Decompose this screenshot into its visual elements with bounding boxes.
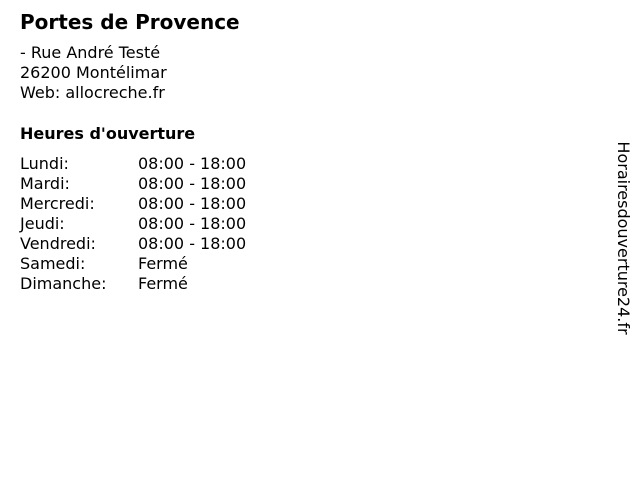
- site-watermark: Horairesdouverture24.fr: [614, 141, 633, 335]
- day-label: Dimanche:: [20, 274, 107, 293]
- day-hours: 08:00 - 18:00: [138, 174, 247, 193]
- hours-row-tuesday: [20, 174, 246, 194]
- day-label: Mercredi:: [20, 194, 95, 213]
- day-hours: 08:00 - 18:00: [138, 214, 247, 233]
- day-hours: 08:00 - 18:00: [138, 154, 247, 173]
- opening-hours-list: [20, 154, 246, 294]
- business-name: Portes de Provence: [20, 10, 240, 34]
- hours-row-thursday: [20, 214, 246, 234]
- day-label: Mardi:: [20, 174, 70, 193]
- address-city: 26200 Montélimar: [20, 63, 167, 82]
- day-hours: 08:00 - 18:00: [138, 194, 247, 213]
- opening-hours-heading: Heures d'ouverture: [20, 124, 196, 143]
- hours-row-monday: [20, 154, 246, 174]
- day-label: Vendredi:: [20, 234, 96, 253]
- day-label: Lundi:: [20, 154, 69, 173]
- day-hours: Fermé: [138, 254, 188, 273]
- hours-row-friday: [20, 234, 246, 254]
- hours-row-wednesday: [20, 194, 246, 214]
- hours-row-sunday: [20, 274, 246, 294]
- day-label: Samedi:: [20, 254, 86, 273]
- hours-row-saturday: [20, 254, 246, 274]
- address-street: - Rue André Testé: [20, 43, 161, 62]
- website-text: Web: allocreche.fr: [20, 83, 165, 102]
- day-hours: Fermé: [138, 274, 188, 293]
- day-label: Jeudi:: [20, 214, 65, 233]
- day-hours: 08:00 - 18:00: [138, 234, 247, 253]
- address-block: [20, 43, 167, 103]
